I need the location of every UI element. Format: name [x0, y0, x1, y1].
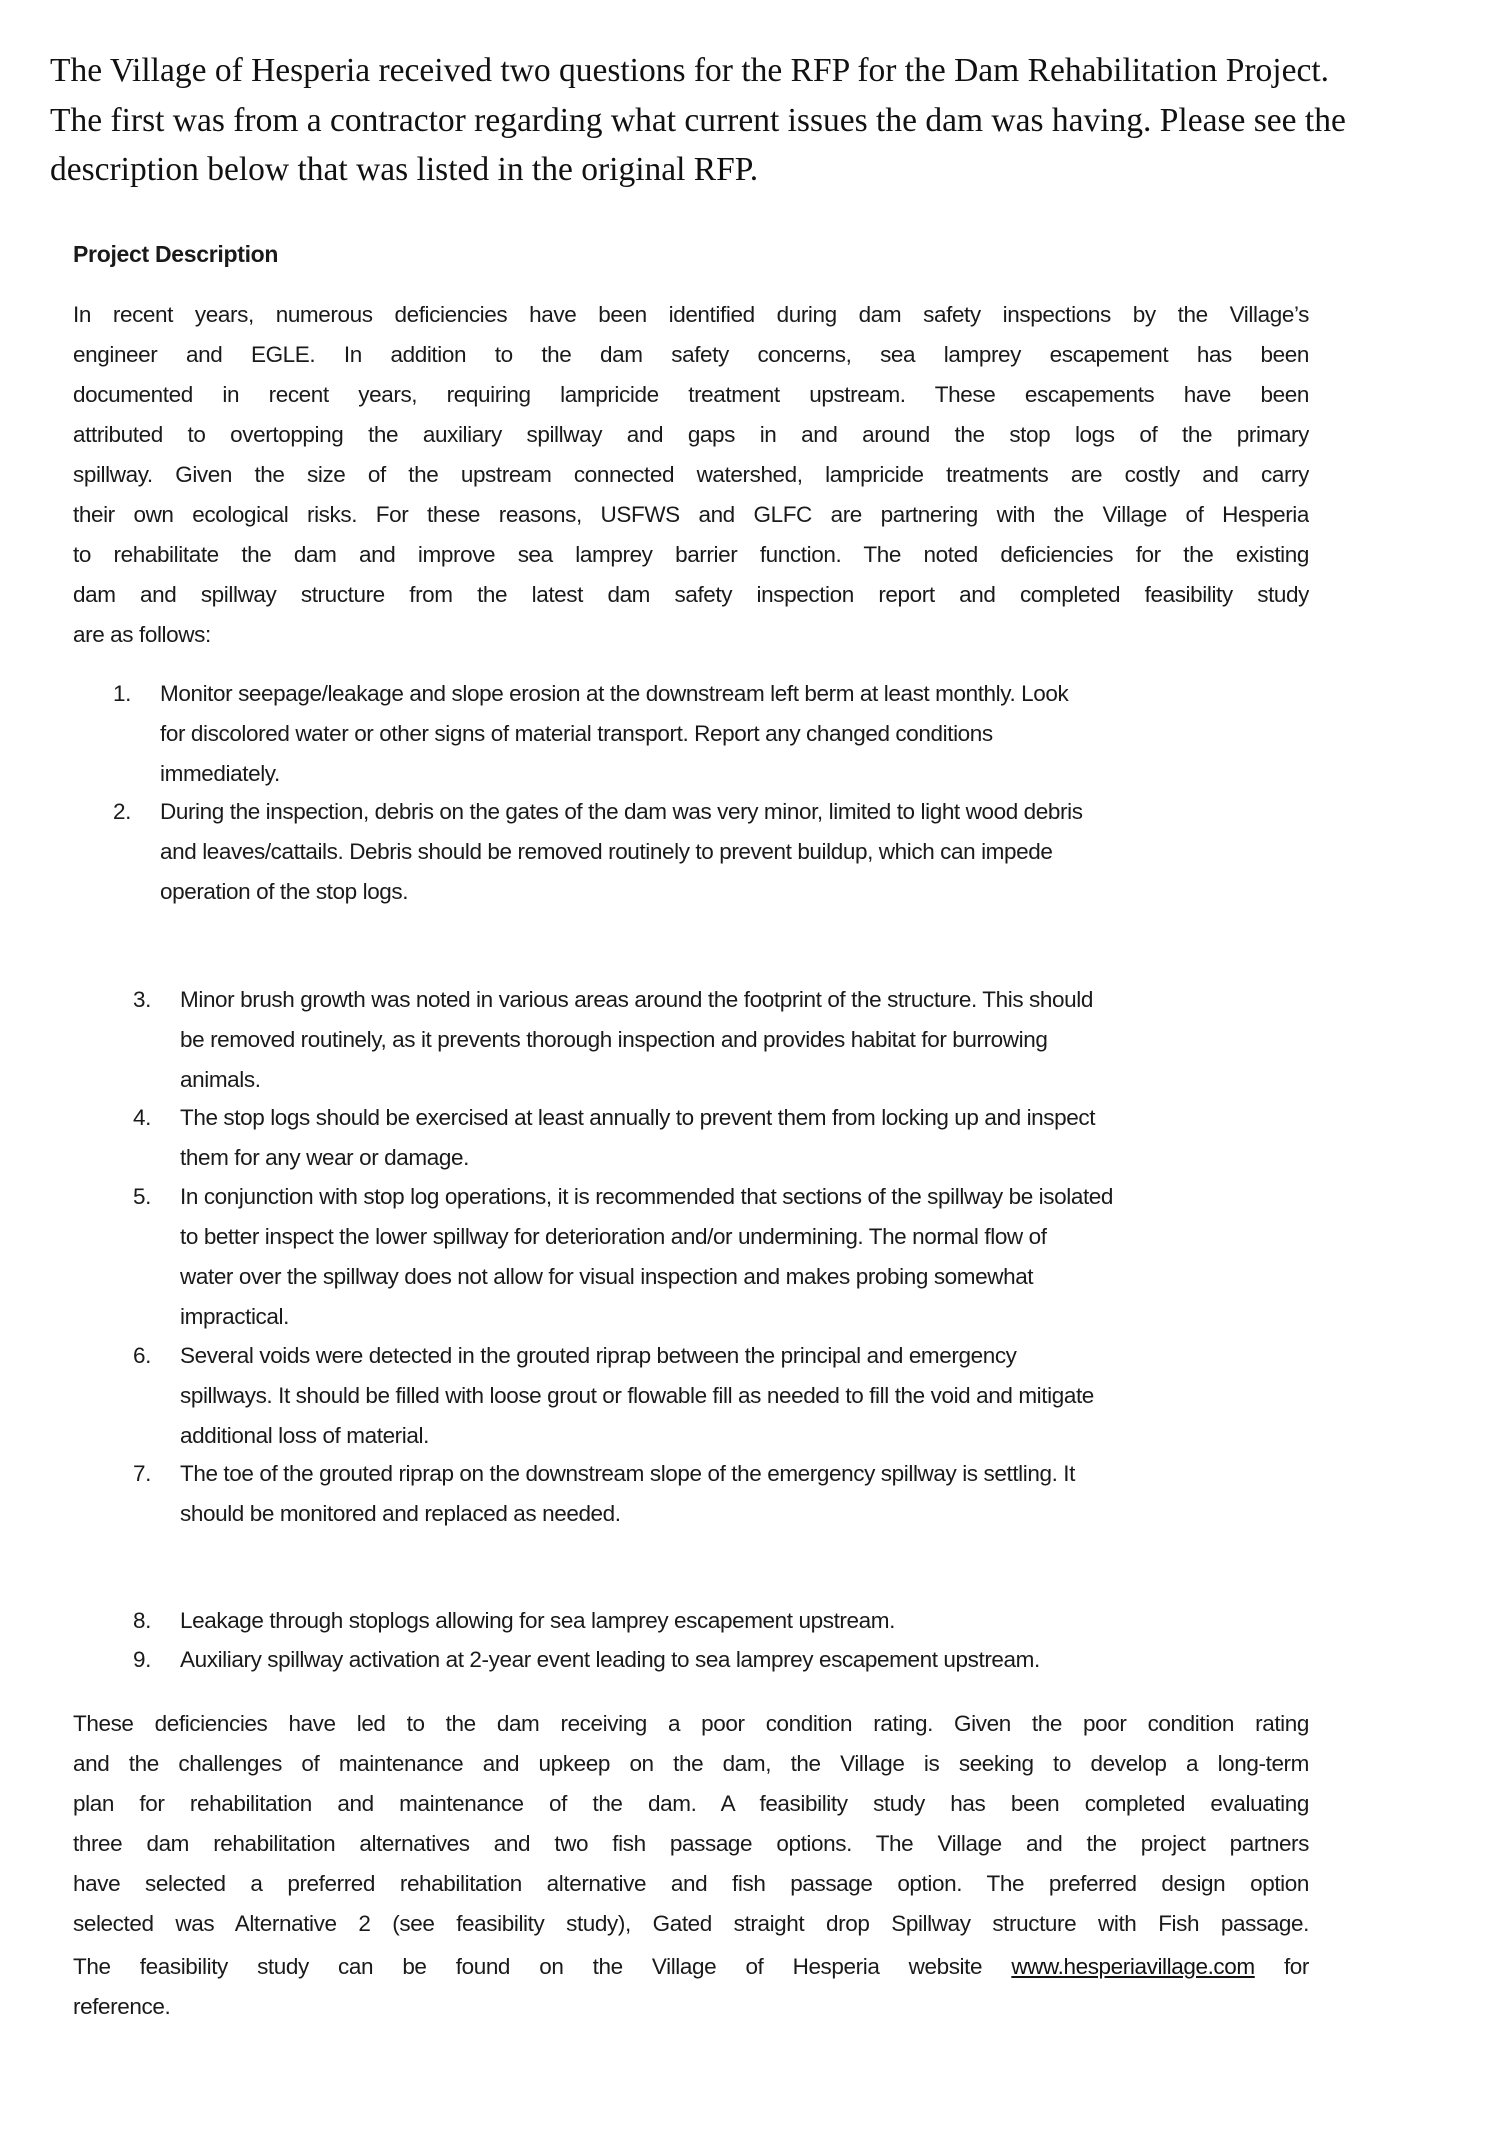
item-text	[180, 1336, 1310, 1456]
intro-line: The first was from a contractor regarding what current issues the dam was having. Please see the	[50, 101, 1346, 139]
paragraph-line: dam and spillway structure from the latest dam safety inspection report and completed feasibility study	[73, 582, 1309, 607]
intro-paragraph	[50, 46, 1470, 195]
item-line: operation of the stop logs.	[160, 879, 409, 904]
item-number: 1.	[113, 681, 131, 706]
paragraph-line: spillway. Given the size of the upstream connected watershed, lampricide treatments are costly and carry	[73, 462, 1309, 487]
item-text	[180, 1177, 1310, 1337]
feasibility-study-paragraph	[73, 1947, 1309, 2027]
condition-rating-paragraph	[73, 1704, 1309, 1944]
paragraph-line: and the challenges of maintenance and upkeep on the dam, the Village is seeking to develop a long-term	[73, 1751, 1309, 1776]
item-line: and leaves/cattails. Debris should be removed routinely to prevent buildup, which can impede	[160, 839, 1053, 864]
item-number: 2.	[113, 799, 131, 824]
item-number: 5.	[133, 1184, 151, 1209]
item-number: 7.	[133, 1461, 151, 1486]
paragraph-line: selected was Alternative 2 (see feasibility study), Gated straight drop Spillway structure with Fish passage.	[73, 1911, 1309, 1936]
paragraph-line: plan for rehabilitation and maintenance of the dam. A feasibility study has been completed evaluating	[73, 1791, 1309, 1816]
item-line: spillways. It should be filled with loose grout or flowable fill as needed to fill the void and mitigate	[180, 1383, 1094, 1408]
paragraph-line: In recent years, numerous deficiencies have been identified during dam safety inspections by the Village’s	[73, 302, 1309, 327]
item-number: 8.	[133, 1608, 151, 1633]
item-number: 6.	[133, 1343, 151, 1368]
item-line: Minor brush growth was noted in various areas around the footprint of the structure. This should	[180, 987, 1093, 1012]
project-description-paragraph	[73, 295, 1309, 655]
item-text	[180, 980, 1310, 1100]
item-text	[180, 1454, 1310, 1534]
item-line: immediately.	[160, 761, 280, 786]
paragraph-line: attributed to overtopping the auxiliary spillway and gaps in and around the stop logs of the primary	[73, 422, 1309, 447]
item-line: to better inspect the lower spillway for deterioration and/or undermining. The normal flow of	[180, 1224, 1047, 1249]
paragraph-line: have selected a preferred rehabilitation alternative and fish passage option. The preferred design option	[73, 1871, 1309, 1896]
paragraph-line: reference.	[73, 1994, 171, 2019]
item-line: The stop logs should be exercised at least annually to prevent them from locking up and inspect	[180, 1105, 1096, 1130]
item-line: water over the spillway does not allow for visual inspection and makes probing somewhat	[180, 1264, 1034, 1289]
item-text	[180, 1098, 1310, 1178]
item-line: During the inspection, debris on the gates of the dam was very minor, limited to light wood debris	[160, 799, 1083, 824]
item-line: for discolored water or other signs of material transport. Report any changed conditions	[160, 721, 993, 746]
item-line: them for any wear or damage.	[180, 1145, 469, 1170]
item-line: In conjunction with stop log operations, it is recommended that sections of the spillway be isolated	[180, 1184, 1114, 1209]
item-line: should be monitored and replaced as needed.	[180, 1501, 621, 1526]
item-text	[160, 674, 1290, 794]
item-line: The toe of the grouted riprap on the downstream slope of the emergency spillway is settling. It	[180, 1461, 1076, 1486]
item-line: be removed routinely, as it prevents thorough inspection and provides habitat for burrowing	[180, 1027, 1048, 1052]
text: for	[1283, 1954, 1309, 1979]
paragraph-line: documented in recent years, requiring lampricide treatment upstream. These escapements have been	[73, 382, 1309, 407]
item-line: animals.	[180, 1067, 261, 1092]
item-line: Leakage through stoplogs allowing for sea lamprey escapement upstream.	[180, 1608, 895, 1633]
section-heading: Project Description	[73, 241, 279, 267]
paragraph-line: engineer and EGLE. In addition to the dam safety concerns, sea lamprey escapement has been	[73, 342, 1309, 367]
item-number: 3.	[133, 987, 151, 1012]
item-line: Monitor seepage/leakage and slope erosion at the downstream left berm at least monthly. Look	[160, 681, 1069, 706]
paragraph-line: to rehabilitate the dam and improve sea lamprey barrier function. The noted deficiencies for the existing	[73, 542, 1309, 567]
paragraph-line: These deficiencies have led to the dam receiving a poor condition rating. Given the poor condition rating	[73, 1711, 1309, 1736]
paragraph-line	[73, 1947, 1309, 1987]
paragraph-line: are as follows:	[73, 622, 211, 647]
item-number: 9.	[133, 1647, 151, 1672]
item-line: additional loss of material.	[180, 1423, 429, 1448]
item-text	[180, 1601, 1310, 1641]
item-line: impractical.	[180, 1304, 289, 1329]
intro-line: The Village of Hesperia received two questions for the RFP for the Dam Rehabilitation Project.	[50, 52, 1330, 89]
text: The feasibility study can be found on the Village of Hesperia website	[73, 1954, 983, 1979]
paragraph-line: three dam rehabilitation alternatives and two fish passage options. The Village and the project partners	[73, 1831, 1309, 1856]
intro-line: description below that was listed in the original RFP.	[50, 151, 759, 188]
item-line: Several voids were detected in the grouted riprap between the principal and emergency	[180, 1343, 1017, 1368]
item-line: Auxiliary spillway activation at 2-year event leading to sea lamprey escapement upstream.	[180, 1647, 1040, 1672]
item-text	[180, 1640, 1310, 1680]
website-link[interactable]: www.hesperiavillage.com	[1011, 1954, 1255, 1979]
item-number: 4.	[133, 1105, 151, 1130]
item-text	[160, 792, 1290, 912]
paragraph-line: their own ecological risks. For these reasons, USFWS and GLFC are partnering with the Village of Hesperia	[73, 502, 1309, 527]
